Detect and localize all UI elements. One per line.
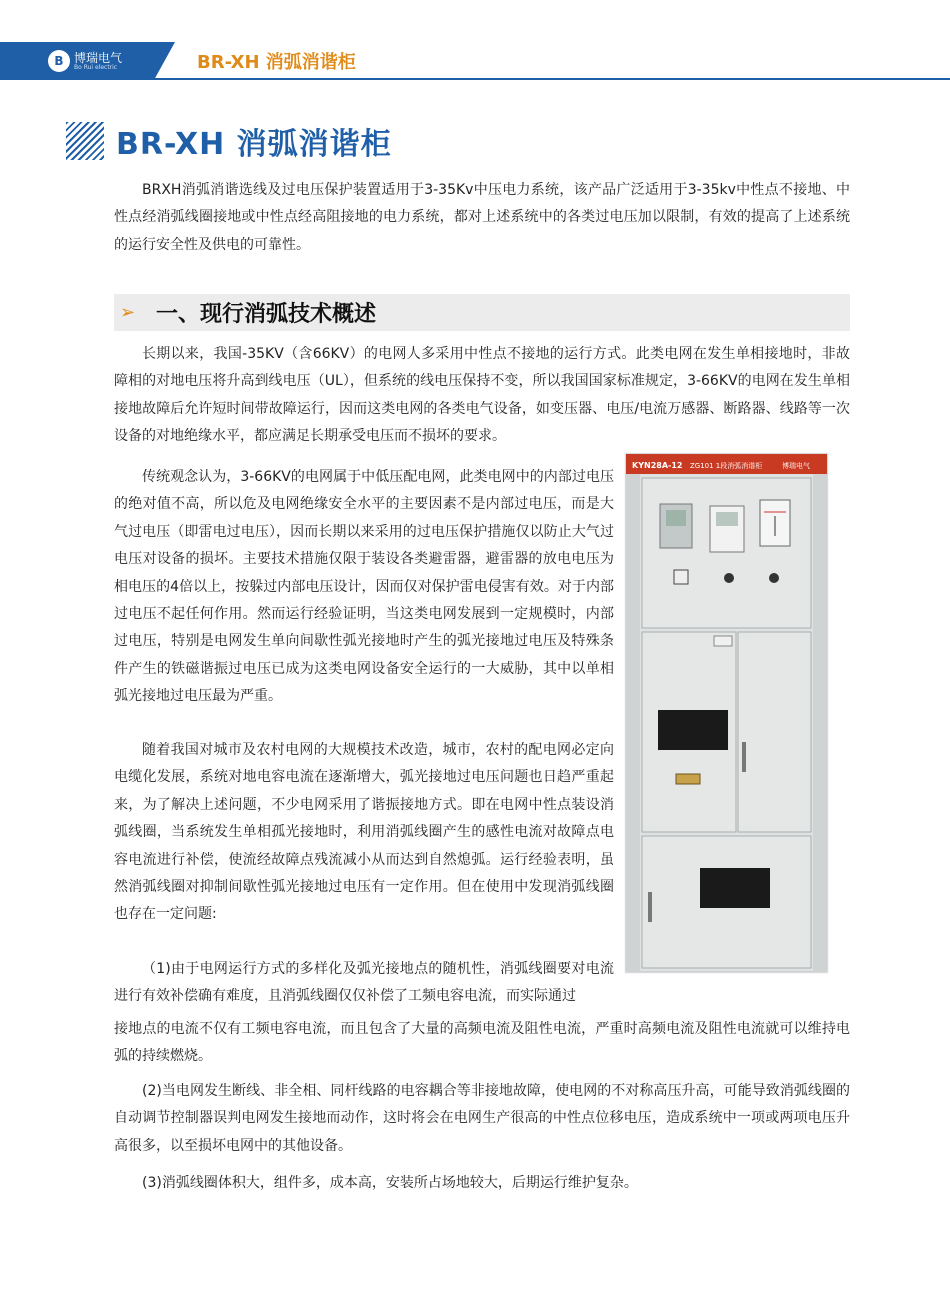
paragraph-6: (3)消弧线圈体积大，组件多，成本高，安装所占场地较大，后期运行维护复杂。 [142,1175,638,1191]
cabinet-label-mid: ZG101 1段消弧消谐柜 [690,462,763,470]
paragraph-1: 长期以来，我国-35KV（含66KV）的电网人多采用中性点不接地的运行方式。此类电网在发生单相接地时，非故障相的对地电压将升高到线电压（UL），但系统的线电压保持不变，所以我国国家标准规定，3-66KV的电网在发生单相接地故障后允许短时间带故障运行，因而这类电网的各类电气设备，如变压器、电压/电流万感器、断路器、线路等一次设备的对地绝缘水平，都应满足长期承受电压而不损坏的要求。 [114,346,850,445]
company-logo [48,50,122,72]
cabinet-brand: 博瑞电气 [782,462,810,470]
paragraph-4b: 接地点的电流不仅有工频电容电流，而且包含了大量的高频电流及阻性电流，严重时高频电流及阻性电流就可以维持电弧的持续燃烧。 [114,1021,850,1065]
chevron-right-icon: ➢ [120,301,136,323]
page-title: BR-XH 消弧消谐柜 [116,127,392,162]
intro-paragraph: BRXH消弧消谐选线及过电压保护装置适用于3-35Kv中压电力系统，该产品广泛适用于3-35kv中性点不接地、中性点经消弧线圈接地或中性点经高阻接地的电力系统，都对上述系统中的各类过电压加以限制，有效的提高了上述系统的运行安全性及供电的可靠性。 [114,182,850,253]
hatch-decoration [66,122,104,160]
header-divider [150,78,950,80]
title-block [66,122,392,160]
section-title: 一、现行消弧技术概述 [156,302,377,327]
section-heading [114,294,850,331]
cabinet-photo [624,452,829,974]
paragraph-2: 传统观念认为，3-66KV的电网属于中低压配电网，此类电网中的内部过电压的绝对值不高，所以危及电网绝缘安全水平的主要因素不是内部过电压，而是大气过电压（即雷电过电压），因而长期以来采用的过电压保护措施仅以防止大气过电压对设备的损坏。主要技术措施仅限于装设各类避雷器，避雷器的放电电压为相电压的4倍以上，按躲过内部电压设计，因而仅对保护雷电侵害有效。对于内部过电压不起任何作用。然而运行经验证明，当这类电网发展到一定规模时，内部过电压，特别是电网发生单向间歇性弧光接地时产生的弧光接地过电压及特殊条件产生的铁磁谐振过电压已成为这类电网设备安全运行的一大威胁，其中以单相弧光接地过电压最为严重。 [114,469,614,705]
paragraph-5: (2)当电网发生断线、非全相、同杆线路的电容耦合等非接地故障，使电网的不对称高压升高，可能导致消弧线圈的自动调节控制器误判电网发生接地而动作，这时将会在电网生产很高的中性点位移电压，造成系统中一项或两项电压升高很多，以至损坏电网中的其他设备。 [114,1083,850,1154]
paragraph-3: 随着我国对城市及农村电网的大规模技术改造，城市，农村的配电网必定向电缆化发展，系统对地电容电流在逐渐增大，弧光接地过电压问题也日趋严重起来，为了解决上述问题，不少电网采用了谐振接地方式。即在电网中性点装设消弧线圈，当系统发生单相孤光接地时，利用消弧线圈产生的感性电流对故障点电容电流进行补偿，使流经故障点残流减小从而达到自然熄弧。运行经验表明，虽然消弧线圈对抑制间歇性弧光接地过电压有一定作用。但在使用中发现消弧线圈也存在一定问题: [114,742,614,923]
logo-text: 博瑞电气 [74,50,123,65]
cabinet-label-left: KYN28A-12 [632,461,683,470]
header-bar [0,42,950,80]
logo-icon: B [48,50,70,72]
paragraph-4a: （1)由于电网运行方式的多样化及弧光接地点的随机性，消弧线圈要对电流进行有效补偿确有难度，且消弧线圈仅仅补偿了工频电容电流，而实际通过 [114,961,614,1005]
header-title: BR-XH 消弧消谐柜 [197,52,356,73]
logo-subtext: Bo Rui electric [74,63,118,71]
